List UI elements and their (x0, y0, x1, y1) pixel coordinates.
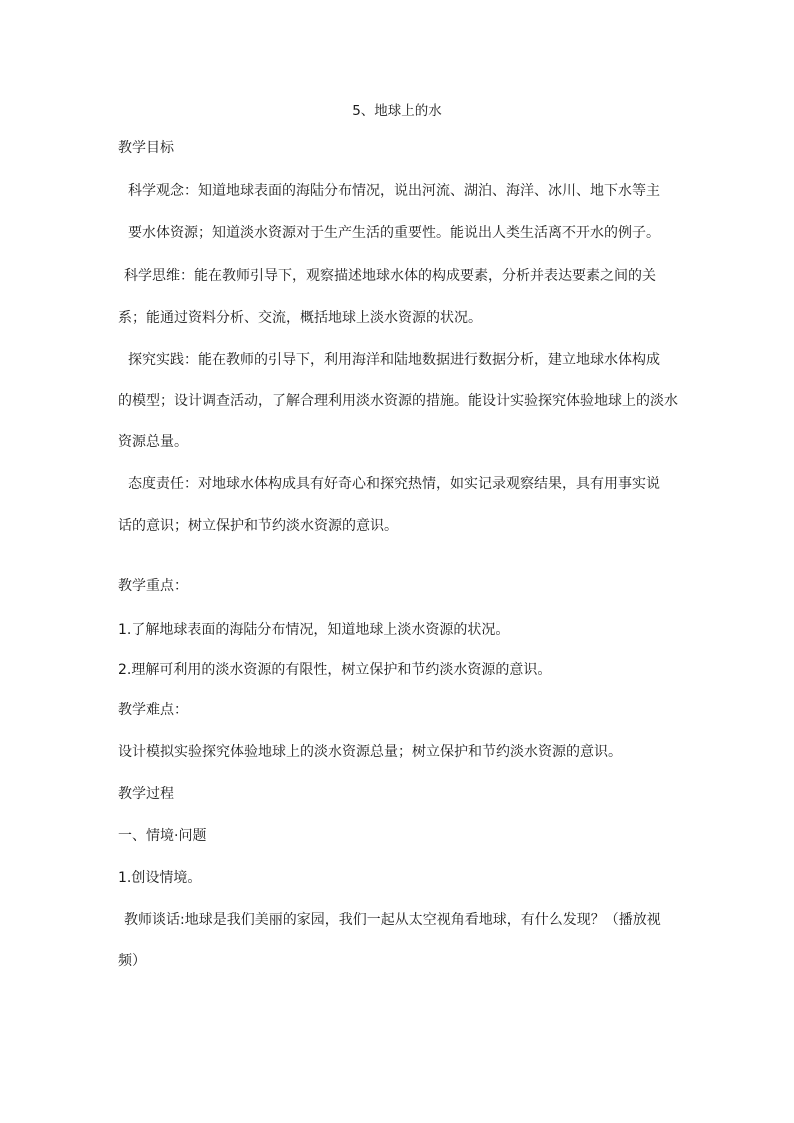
teacher-talk-line-2: 频） (118, 953, 146, 969)
difficulty-heading: 教学难点： (118, 702, 188, 718)
inquiry-practice-line-1: 探究实践：能在教师的引导下，利用海洋和陆地数据进行数据分析，建立地球水体构成 (128, 352, 660, 368)
document-title: 5、地球上的水 (352, 103, 442, 119)
attitude-line-2: 话的意识；树立保护和节约淡水资源的意识。 (118, 518, 398, 534)
process-heading: 教学过程 (118, 786, 174, 802)
science-concept-line-2: 要水体资源；知道淡水资源对于生产生活的重要性。能说出人类生活离不开水的例子。 (128, 225, 660, 241)
difficulty-text: 设计模拟实验探究体验地球上的淡水资源总量；树立保护和节约淡水资源的意识。 (118, 744, 622, 760)
key-point-2: 2.理解可利用的淡水资源的有限性，树立保护和节约淡水资源的意识。 (118, 662, 552, 678)
goals-heading: 教学目标 (118, 140, 174, 156)
science-thinking-line-2: 系；能通过资料分析、交流，概括地球上淡水资源的状况。 (118, 310, 482, 326)
key-points-heading: 教学重点： (118, 578, 188, 594)
science-concept-line-1: 科学观念：知道地球表面的海陆分布情况，说出河流、湖泊、海洋、冰川、地下水等主 (128, 183, 660, 199)
attitude-line-1: 态度责任：对地球水体构成具有好奇心和探究热情，如实记录观察结果，具有用事实说 (128, 476, 660, 492)
inquiry-practice-line-3: 资源总量。 (118, 434, 188, 450)
science-thinking-line-1: 科学思维：能在教师引导下，观察描述地球水体的构成要素，分析并表达要素之间的关 (124, 268, 656, 284)
teacher-talk-line-1: 教师谈话:地球是我们美丽的家园，我们一起从太空视角看地球，有什么发现？（播放视 (124, 912, 661, 928)
step-one: 1.创设情境。 (118, 870, 202, 886)
key-point-1: 1.了解地球表面的海陆分布情况，知道地球上淡水资源的状况。 (118, 622, 510, 638)
part-one-heading: 一、情境·问题 (118, 828, 207, 844)
inquiry-practice-line-2: 的模型；设计调查活动，了解合理利用淡水资源的措施。能设计实验探究体验地球上的淡水 (118, 393, 678, 409)
